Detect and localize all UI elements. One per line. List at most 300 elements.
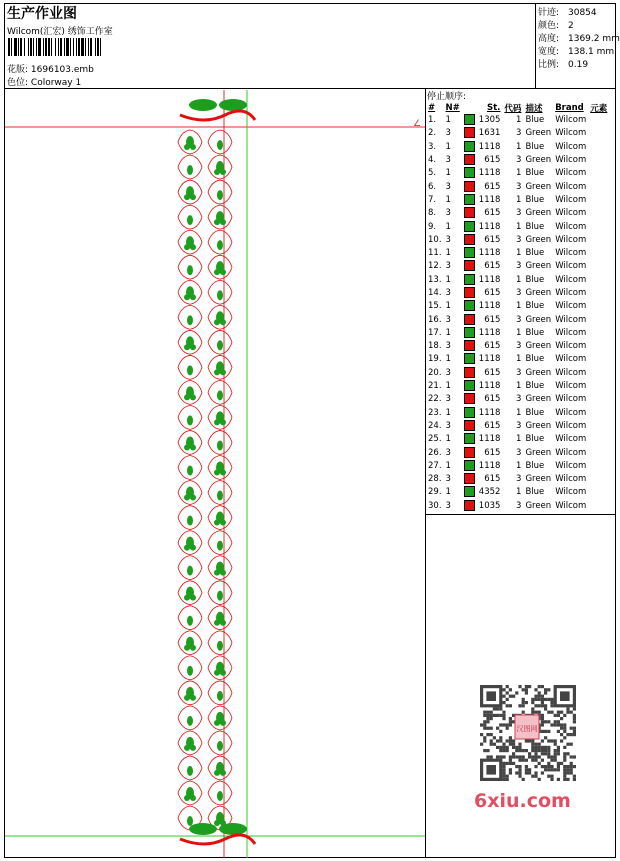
qr-module: [506, 685, 509, 688]
stat-label: 颜色:: [538, 21, 560, 31]
qr-module: [534, 765, 537, 768]
row-swatch: [462, 367, 477, 380]
qr-module: [506, 775, 509, 778]
row-stitches: 1631: [478, 128, 501, 139]
qr-module: [522, 778, 525, 781]
table-row: [426, 420, 609, 433]
row-code: 3: [516, 420, 522, 431]
motif-leaf: [184, 444, 190, 450]
row-index: 24.: [428, 420, 442, 431]
thread-color-swatch: [464, 234, 475, 245]
row-needle: 1: [445, 460, 451, 471]
colorway-line: [7, 75, 81, 88]
qr-module: [486, 749, 489, 752]
qr-module: [538, 711, 541, 714]
table-row: [426, 473, 609, 486]
row-stitches: 615: [484, 447, 501, 458]
qr-module: [550, 778, 553, 781]
row-needle: 1: [445, 115, 451, 126]
qr-module: [550, 768, 553, 771]
qr-module: [544, 765, 547, 768]
qr-module: [490, 714, 493, 717]
row-element: [588, 180, 609, 193]
row-stitches: 1118: [478, 194, 501, 205]
motif-leaf: [190, 294, 196, 300]
table-row: [426, 327, 609, 340]
qr-module: [483, 720, 486, 723]
qr-module: [515, 746, 518, 749]
qr-module: [502, 701, 505, 704]
stat-value: 0.19: [568, 60, 589, 70]
row-index: 26.: [428, 447, 442, 458]
motif-leaf: [187, 315, 193, 325]
top-ornament-swirl: [180, 111, 255, 120]
row-swatch: [462, 220, 477, 233]
row-swatch: [462, 420, 477, 433]
table-row: [426, 407, 609, 420]
row-index: 18.: [428, 341, 442, 352]
row-element: [588, 367, 609, 380]
qr-module: [506, 704, 509, 707]
motif-leaf: [184, 495, 190, 501]
row-element: [588, 327, 609, 340]
thread-color-swatch: [464, 154, 475, 165]
row-code: 1: [516, 381, 522, 392]
motif-leaf: [214, 720, 220, 726]
row-stitches: 1118: [478, 274, 501, 285]
row-element: [588, 460, 609, 473]
qr-module: [554, 768, 557, 771]
qr-module: [573, 717, 576, 720]
qr-module: [496, 727, 499, 730]
row-stitches: 1118: [478, 141, 501, 152]
thread-color-swatch: [464, 473, 475, 484]
qr-module: [490, 733, 493, 736]
row-index: 7.: [428, 194, 437, 205]
qr-module: [557, 749, 560, 752]
row-stitches: 615: [484, 234, 501, 245]
motif-leaf: [187, 766, 193, 776]
qr-module: [480, 723, 483, 726]
qr-module: [538, 746, 541, 749]
row-stitches: 615: [484, 261, 501, 272]
table-row: [426, 340, 609, 353]
motif-leaf: [214, 269, 220, 275]
table-row: [426, 433, 609, 446]
row-code: 3: [516, 155, 522, 166]
qr-module: [531, 701, 534, 704]
qr-module: [550, 723, 553, 726]
row-code: 1: [516, 434, 522, 445]
qr-module: [550, 755, 553, 758]
row-swatch: [462, 194, 477, 207]
qr-module: [499, 746, 502, 749]
motif-leaf: [220, 369, 226, 375]
row-brand: Wilcom: [555, 341, 587, 352]
row-stitches: 615: [484, 155, 501, 166]
row-needle: 3: [445, 500, 451, 511]
stat-value: 1369.2 mm: [568, 34, 620, 44]
row-stitches: 1118: [478, 381, 501, 392]
qr-module: [506, 749, 509, 752]
qr-module: [531, 707, 534, 710]
row-needle: 3: [445, 474, 451, 485]
row-needle: 3: [445, 447, 451, 458]
qr-module: [534, 743, 537, 746]
motif-leaf: [220, 219, 226, 225]
stop-sequence-table: [426, 101, 609, 513]
qr-module: [493, 707, 496, 710]
qr-module: [557, 762, 560, 765]
row-brand: Wilcom: [555, 168, 587, 179]
motif-leaf: [217, 240, 223, 250]
row-needle: 3: [445, 181, 451, 192]
qr-module: [506, 691, 509, 694]
row-description: Blue: [525, 221, 545, 232]
row-needle: 3: [445, 208, 451, 219]
qr-module: [493, 743, 496, 746]
table-row: [426, 167, 609, 180]
qr-module: [557, 746, 560, 749]
qr-module: [557, 714, 560, 717]
motif-leaf: [190, 795, 196, 801]
qr-module: [570, 733, 573, 736]
row-stitches: 1035: [478, 500, 501, 511]
motif-leaf: [217, 340, 223, 350]
qr-module: [528, 755, 531, 758]
qr-module: [509, 755, 512, 758]
qr-module: [515, 771, 518, 774]
row-element: [588, 234, 609, 247]
row-description: Blue: [525, 141, 545, 152]
thread-color-swatch: [464, 141, 475, 152]
thread-color-swatch: [464, 486, 475, 497]
row-index: 15.: [428, 301, 442, 312]
thread-color-swatch: [464, 221, 475, 232]
stat-value: 138.1 mm: [568, 47, 615, 57]
qr-module: [502, 711, 505, 714]
row-description: Blue: [525, 194, 545, 205]
qr-module: [547, 749, 550, 752]
thread-color-swatch: [464, 447, 475, 458]
motif-leaf: [187, 415, 193, 425]
qr-module: [509, 695, 512, 698]
thread-color-swatch: [464, 260, 475, 271]
qr-module: [566, 733, 569, 736]
qr-module: [502, 778, 505, 781]
motif-leaf: [214, 469, 220, 475]
row-brand: Wilcom: [555, 288, 587, 298]
qr-module: [541, 723, 544, 726]
row-element: [588, 353, 609, 366]
col-index: #: [428, 102, 436, 113]
qr-module: [534, 698, 537, 701]
qr-module: [563, 736, 566, 739]
row-code: 1: [516, 194, 522, 205]
motif-leaf: [214, 670, 220, 676]
qr-module: [557, 711, 560, 714]
qr-module: [573, 727, 576, 730]
page-title: 生产作业图: [7, 6, 77, 22]
row-description: Blue: [525, 274, 545, 285]
row-element: [588, 274, 609, 287]
row-needle: 1: [445, 487, 451, 498]
motif-leaf: [217, 290, 223, 300]
thread-color-swatch: [464, 420, 475, 431]
qr-module: [512, 743, 515, 746]
qr-module: [518, 759, 521, 762]
row-description: Green: [525, 474, 552, 485]
row-brand: Wilcom: [555, 407, 587, 418]
row-brand: Wilcom: [555, 194, 587, 205]
qr-module: [506, 698, 509, 701]
motif-leaf: [190, 545, 196, 551]
colorway-value: Colorway 1: [30, 78, 82, 88]
row-swatch: [462, 141, 477, 154]
qr-module: [554, 755, 557, 758]
row-description: Green: [525, 261, 552, 272]
qr-module: [547, 720, 550, 723]
row-swatch: [462, 353, 477, 366]
guide-marker: ∠: [413, 119, 422, 129]
row-index: 29.: [428, 487, 442, 498]
table-row: [426, 220, 609, 233]
qr-module: [502, 749, 505, 752]
row-code: 3: [516, 128, 522, 139]
qr-module: [541, 771, 544, 774]
row-description: Green: [525, 181, 552, 192]
row-needle: 1: [445, 381, 451, 392]
thread-color-swatch: [464, 114, 475, 125]
qr-module: [490, 727, 493, 730]
row-description: Green: [525, 420, 552, 431]
qr-module: [541, 685, 544, 688]
qr-module: [499, 707, 502, 710]
qr-module: [560, 717, 563, 720]
motif-leaf: [184, 144, 190, 150]
row-stitches: 1118: [478, 301, 501, 312]
qr-module: [566, 743, 569, 746]
qr-module: [528, 752, 531, 755]
row-brand: Wilcom: [555, 248, 587, 259]
motif-leaf: [220, 570, 226, 576]
qr-finder: [486, 765, 496, 775]
table-row: [426, 141, 609, 154]
row-description: Green: [525, 341, 552, 352]
row-swatch: [462, 473, 477, 486]
col-element: 元素: [590, 103, 608, 114]
qr-module: [550, 701, 553, 704]
qr-module: [509, 736, 512, 739]
qr-module: [538, 695, 541, 698]
row-stitches: 4352: [478, 487, 501, 498]
row-stitches: 1305: [478, 115, 501, 126]
qr-module: [550, 775, 553, 778]
row-needle: 3: [445, 420, 451, 431]
row-swatch: [462, 260, 477, 273]
qr-module: [509, 720, 512, 723]
motif-leaf: [217, 741, 223, 751]
row-brand: Wilcom: [555, 274, 587, 285]
stat-height: [538, 31, 620, 44]
row-needle: 3: [445, 367, 451, 378]
qr-module: [550, 765, 553, 768]
qr-module: [531, 749, 534, 752]
row-description: Blue: [525, 115, 545, 126]
qr-module: [554, 759, 557, 762]
qr-module: [534, 711, 537, 714]
row-description: Green: [525, 288, 552, 298]
row-needle: 1: [445, 168, 451, 179]
qr-module: [563, 714, 566, 717]
embroidery-design-preview: [5, 90, 425, 858]
row-code: 1: [516, 248, 522, 259]
qr-module: [486, 733, 489, 736]
row-index: 17.: [428, 327, 442, 338]
qr-module: [499, 723, 502, 726]
qr-module: [496, 755, 499, 758]
qr-module: [544, 730, 547, 733]
qr-module: [525, 691, 528, 694]
qr-module: [486, 720, 489, 723]
qr-module: [483, 711, 486, 714]
pattern-label: 花版:: [7, 65, 29, 75]
table-row: [426, 114, 609, 127]
row-needle: 3: [445, 314, 451, 325]
motif-leaf: [214, 219, 220, 225]
motif-leaf: [190, 645, 196, 651]
thread-color-swatch: [464, 314, 475, 325]
qr-module: [483, 749, 486, 752]
qr-module: [541, 739, 544, 742]
qr-module: [506, 727, 509, 730]
row-element: [588, 220, 609, 233]
row-swatch: [462, 154, 477, 167]
qr-module: [573, 755, 576, 758]
motif-leaf: [214, 570, 220, 576]
table-row: [426, 367, 609, 380]
motif-leaf: [187, 516, 193, 526]
qr-module: [570, 743, 573, 746]
col-brand: Brand: [555, 102, 584, 113]
qr-module: [531, 775, 534, 778]
row-brand: Wilcom: [555, 181, 587, 192]
qr-module: [547, 739, 550, 742]
qr-module: [493, 736, 496, 739]
row-index: 2.: [428, 128, 437, 139]
qr-module: [528, 771, 531, 774]
header-divider: [4, 88, 616, 89]
qr-module: [496, 739, 499, 742]
row-element: [588, 207, 609, 220]
qr-module: [541, 714, 544, 717]
qr-module: [541, 701, 544, 704]
row-description: Blue: [525, 434, 545, 445]
qr-module: [557, 720, 560, 723]
motif-leaf: [184, 294, 190, 300]
row-needle: 3: [445, 394, 451, 405]
table-row: [426, 353, 609, 366]
col-code: 代码: [504, 103, 522, 114]
motif-leaf: [190, 745, 196, 751]
row-element: [588, 473, 609, 486]
qr-module: [518, 775, 521, 778]
qr-module: [483, 714, 486, 717]
row-brand: Wilcom: [555, 381, 587, 392]
table-row: [426, 446, 609, 459]
qr-module: [541, 720, 544, 723]
qr-module: [547, 762, 550, 765]
row-brand: Wilcom: [555, 155, 587, 166]
stat-label: 比例:: [538, 60, 560, 70]
qr-module: [502, 746, 505, 749]
row-brand: Wilcom: [555, 141, 587, 152]
row-element: [588, 340, 609, 353]
row-code: 3: [516, 261, 522, 272]
qr-module: [509, 717, 512, 720]
row-swatch: [462, 500, 477, 513]
thread-color-swatch: [464, 274, 475, 285]
row-swatch: [462, 247, 477, 260]
row-element: [588, 260, 609, 273]
row-code: 3: [516, 447, 522, 458]
thread-color-swatch: [464, 500, 475, 511]
motif-leaf: [214, 770, 220, 776]
row-description: Green: [525, 208, 552, 219]
row-index: 10.: [428, 234, 442, 245]
qr-module: [573, 733, 576, 736]
qr-module: [528, 685, 531, 688]
qr-module: [531, 746, 534, 749]
row-description: Blue: [525, 354, 545, 365]
row-index: 20.: [428, 367, 442, 378]
motif-leaf: [220, 169, 226, 175]
row-stitches: 1118: [478, 221, 501, 232]
row-index: 21.: [428, 381, 442, 392]
row-code: 1: [516, 460, 522, 471]
motif-leaf: [184, 394, 190, 400]
qr-module: [490, 743, 493, 746]
qr-module: [518, 704, 521, 707]
qr-module: [499, 736, 502, 739]
row-description: Green: [525, 447, 552, 458]
qr-module: [566, 778, 569, 781]
row-swatch: [462, 180, 477, 193]
qr-module: [509, 762, 512, 765]
qr-module: [566, 771, 569, 774]
qr-module: [525, 685, 528, 688]
qr-module: [570, 727, 573, 730]
qr-finder: [560, 691, 570, 701]
qr-module: [544, 768, 547, 771]
row-code: 3: [516, 394, 522, 405]
qr-module: [534, 746, 537, 749]
motif-leaf: [214, 419, 220, 425]
qr-module: [550, 704, 553, 707]
row-swatch: [462, 380, 477, 393]
qr-module: [509, 759, 512, 762]
row-stitches: 615: [484, 367, 501, 378]
qr-module: [502, 765, 505, 768]
row-stitches: 1118: [478, 168, 501, 179]
qr-module: [544, 736, 547, 739]
qr-module: [541, 749, 544, 752]
row-stitches: 1118: [478, 434, 501, 445]
row-description: Green: [525, 155, 552, 166]
motif-leaf: [187, 215, 193, 225]
qr-module: [547, 746, 550, 749]
motif-leaf: [190, 144, 196, 150]
